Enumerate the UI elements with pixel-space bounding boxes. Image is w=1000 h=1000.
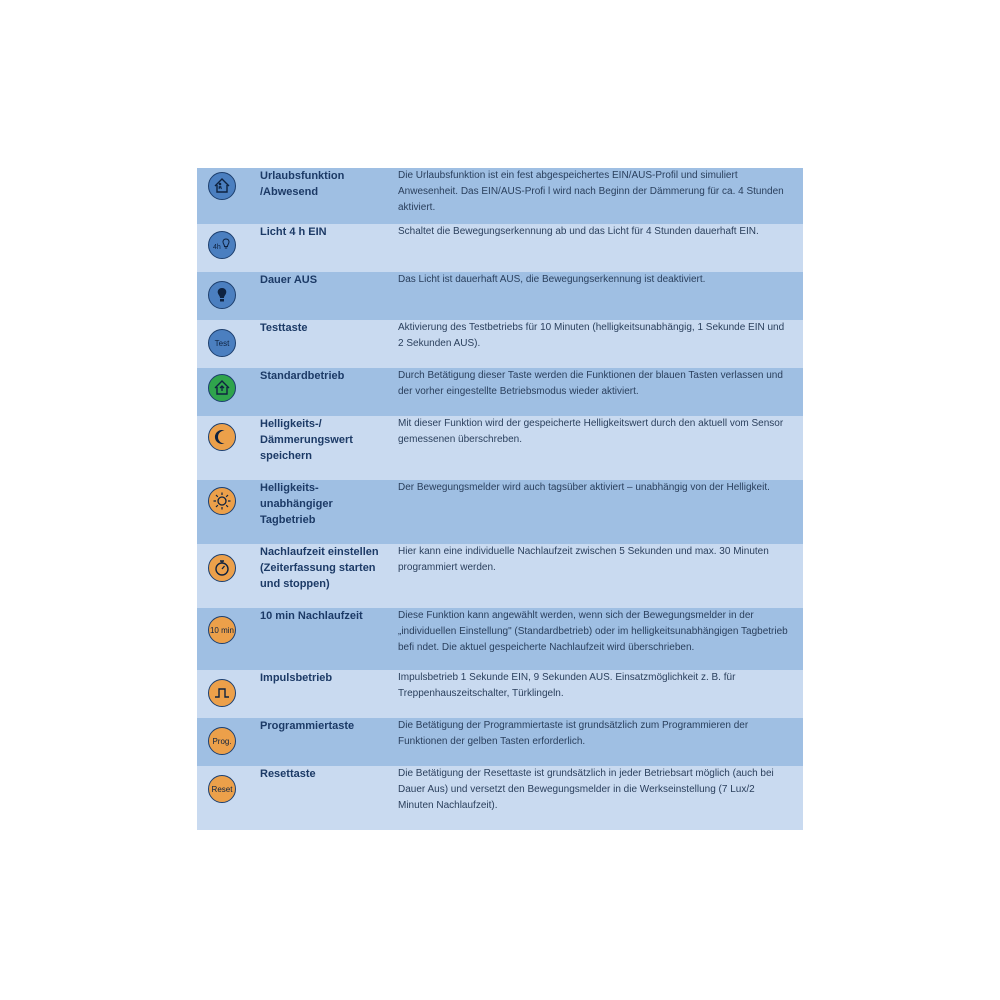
table-row [197,416,803,480]
function-label: Standardbetrieb [260,370,345,382]
stopwatch-icon [208,554,236,582]
function-label: Testtaste [260,322,308,334]
function-label: Resettaste [260,768,316,780]
function-description: Mit dieser Funktion wird der gespeicherte Helligkeitswert durch den aktuell vom Sensor gemessenen überschreben. [398,418,784,445]
table-row [197,480,803,544]
table-row [197,670,803,718]
table-row [197,272,803,320]
function-label: Helligkeits- unabhängiger Tagbetrieb [260,482,333,526]
svg-text:4h: 4h [213,244,221,251]
light-4h-icon [208,231,236,259]
function-label: Licht 4 h EIN [260,226,327,238]
function-label: Urlaubsfunktion /Abwesend [260,170,345,198]
sun-icon [208,487,236,515]
standard-mode-icon [208,374,236,402]
function-description: Hier kann eine individuelle Nachlaufzeit zwischen 5 Sekunden und max. 30 Minuten programmiert werden. [398,546,769,573]
table-row [197,608,803,670]
function-description: Der Bewegungsmelder wird auch tagsüber aktiviert – unabhängig von der Helligkeit. [398,482,770,493]
prog-icon: Prog. [208,727,236,755]
ten-min-icon: 10 min [208,616,236,644]
table-row [197,544,803,608]
function-label: 10 min Nachlaufzeit [260,610,363,622]
function-description: Schaltet die Bewegungserkennung ab und das Licht für 4 Stunden dauerhaft EIN. [398,226,759,237]
function-table [197,168,803,830]
function-description: Die Urlaubsfunktion ist ein fest abgespeichertes EIN/AUS-Profil und simuliert Anwesenheit. Das EIN/AUS-Profi l wird nach Beginn der Dämmerung für ca. 4 Stunden aktiviert. [398,170,784,213]
function-description: Die Betätigung der Programmiertaste ist grundsätzlich zum Programmieren der Funktionen der gelben Tasten erforderlich. [398,720,749,747]
table-row [197,320,803,368]
moon-icon [208,423,236,451]
table-row [197,718,803,766]
function-description: Aktivierung des Testbetriebs für 10 Minuten (helligkeitsunabhängig, 1 Sekunde EIN und 2 Sekunden AUS). [398,322,785,349]
table-row [197,368,803,416]
vacation-house-icon [208,172,236,200]
function-label: Dauer AUS [260,274,318,286]
test-icon: Test [208,329,236,357]
function-label: Nachlaufzeit einstellen (Zeiterfassung starten und stoppen) [260,546,379,590]
table-row [197,224,803,272]
function-label: Helligkeits-/ Dämmerungswert speichern [260,418,353,462]
light-off-bulb-icon [208,281,236,309]
table-row [197,766,803,830]
function-label: Programmiertaste [260,720,355,732]
function-description: Durch Betätigung dieser Taste werden die Funktionen der blauen Tasten verlassen und der vorher eingestellte Betriebsmodus wieder aktiviert. [398,370,783,397]
pulse-icon [208,679,236,707]
function-description: Impulsbetrieb 1 Sekunde EIN, 9 Sekunden AUS. Einsatzmöglichkeit z. B. für Treppenhauszeitschalter, Türklingeln. [398,672,736,699]
reset-icon: Reset [208,775,236,803]
function-description: Das Licht ist dauerhaft AUS, die Bewegungserkennung ist deaktiviert. [398,274,706,285]
function-label: Impulsbetrieb [260,672,333,684]
function-description: Diese Funktion kann angewählt werden, wenn sich der Bewegungsmelder in der „individuellen Einstellung" (Standardbetrieb) oder im helligkeitsunabhängigen Tagbetrieb befi ndet. Die aktuel gespeicherte Nachlaufzeit wird überschrieben. [398,610,788,653]
function-description: Die Betätigung der Resettaste ist grundsätzlich in jeder Betriebsart möglich (auch bei Dauer Aus) und versetzt den Bewegungsmelder in die Werkseinstellung (7 Lux/2 Minuten Nachlaufzeit). [398,768,774,811]
table-row [197,168,803,224]
